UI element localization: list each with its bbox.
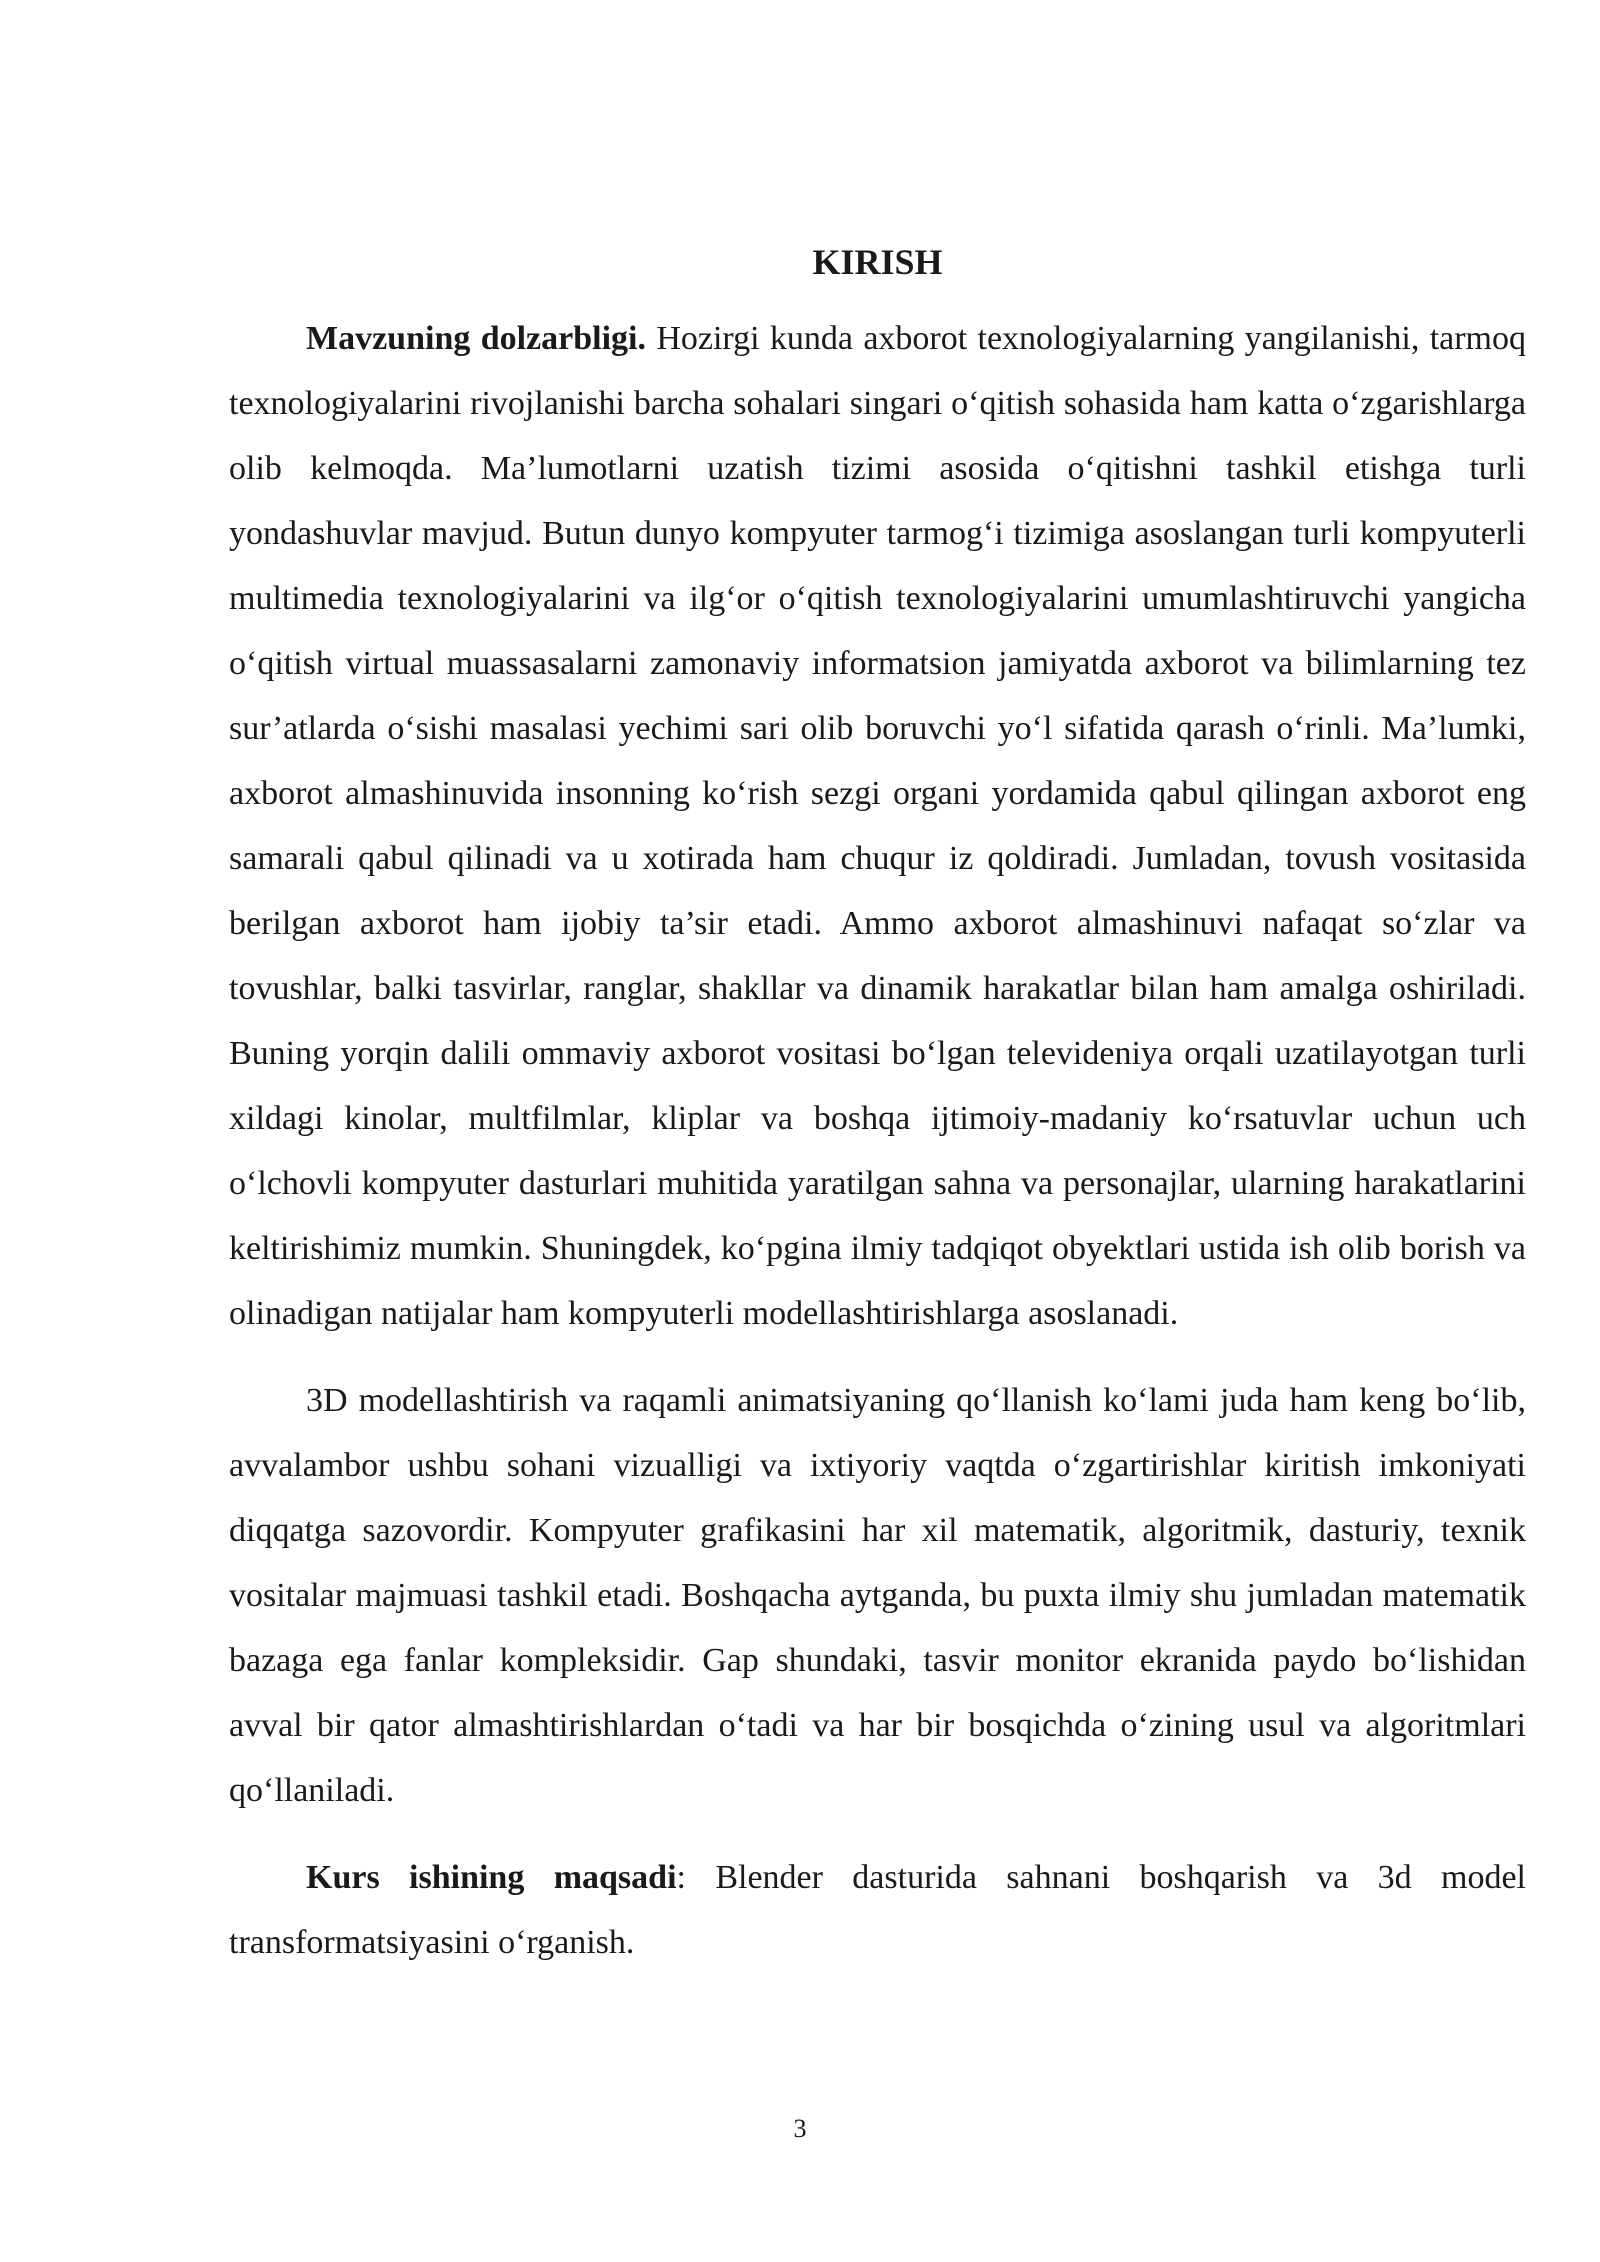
page-title: KIRISH bbox=[812, 242, 943, 282]
document-page bbox=[229, 240, 1526, 1997]
paragraph-text: Hozirgi kunda axborot texnologiyalarning yangilanishi, tarmoq texnologiyalarini rivojlanishi barcha sohalari singari o‘qitish sohasida ham katta o‘zgarishlarga olib kelmoqda. Ma’lumotlarni uzatish tizimi asosida o‘qitishni tashkil etishga turli yondashuvlar mavjud. Butun dunyo kompyuter tarmog‘i tizimiga asoslangan turli kompyuterli multimedia texnologiyalarini va ilg‘or o‘qitish texnologiyalarini umumlashtiruvchi yangicha o‘qitish virtual muassasalarni zamonaviy informatsion jamiyatda axborot va bilimlarning tez sur’atlarda o‘sishi masalasi yechimi sari olib boruvchi yo‘l sifatida qarash o‘rinli. Ma’lumki, axborot almashinuvida insonning ko‘rish sezgi organi yordamida qabul qilingan axborot eng samarali qabul qilinadi va u xotirada ham chuqur iz qoldiradi. Jumladan, tovush vositasida berilgan axborot ham ijobiy ta’sir etadi. Ammo axborot almashinuvi nafaqat so‘zlar va tovushlar, balki tasvirlar, ranglar, shakllar va dinamik harakatlar bilan ham amalga oshiriladi. Buning yorqin dalili ommaviy axborot vositasi bo‘lgan televideniya orqali uzatilayotgan turli xildagi kinolar, multfilmlar, kliplar va boshqa ijtimoiy-madaniy ko‘rsatuvlar uchun uch o‘lchovli kompyuter dasturlari muhitida yaratilgan sahna va personajlar, ularning harakatlarini keltirishimiz mumkin. Shuningdek, ko‘pgina ilmiy tadqiqot obyektlari ustida ish olib borish va olinadigan natijalar ham kompyuterli modellashtirishlarga asoslanadi. bbox=[229, 320, 1527, 1332]
paragraph-lead: Kurs ishining maqsadi bbox=[306, 1859, 677, 1896]
paragraph-relevance bbox=[229, 306, 1526, 1346]
paragraph-text: 3D modellashtirish va raqamli animatsiyaning qo‘llanish ko‘lami juda ham keng bo‘lib, avvalambor ushbu sohani vizualligi va ixtiyoriy vaqtda o‘zgartirishlar kiritish imkoniyati diqqatga sazovordir. Kompyuter grafikasini har xil matematik, algoritmik, dasturiy, texnik vositalar majmuasi tashkil etadi. Boshqacha aytganda, bu puxta ilmiy shu jumladan matematik bazaga ega fanlar kompleksidir. Gap shundaki, tasvir monitor ekranida paydo bo‘lishidan avval bir qator almashtirishlardan o‘tadi va har bir bosqichda o‘zining usul va algoritmlari qo‘llaniladi. bbox=[229, 1382, 1526, 1809]
paragraph-lead: Mavzuning dolzarbligi. bbox=[306, 320, 646, 357]
paragraph-text: : Blender dasturida sahnani boshqarish va 3d model transformatsiyasini o‘rganish. bbox=[229, 1859, 1526, 1961]
paragraph-course-goal bbox=[229, 1845, 1526, 1975]
paragraph-3d-modeling bbox=[229, 1368, 1526, 1823]
page-number: 3 bbox=[793, 2114, 807, 2143]
